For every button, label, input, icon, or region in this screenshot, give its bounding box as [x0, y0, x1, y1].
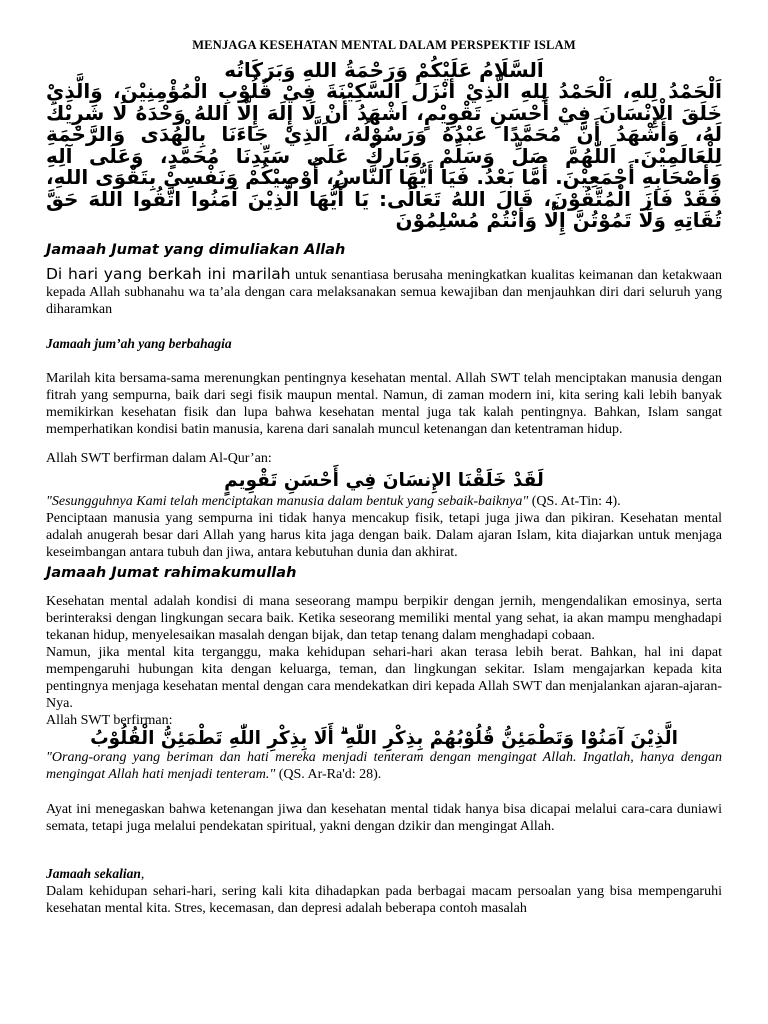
arabic-greeting: اَلسَّلَامُ عَلَيْكُمْ وَرَحْمَةُ اللهِ وَبَرَكَاتُه — [224, 58, 544, 82]
verse-intro: Allah SWT berfirman: — [46, 712, 173, 728]
verse-translation — [46, 493, 722, 510]
section-heading: Jamaah Jumat rahimakumullah — [46, 564, 297, 581]
section-heading: Jamaah sekalian — [46, 865, 141, 881]
section-heading: Jamaah Jumat yang dimuliakan Allah — [46, 241, 346, 258]
section-heading: Jamaah jum’ah yang berbahagia — [46, 335, 232, 351]
section-heading-line — [46, 865, 722, 883]
quran-verse-arabic: الَّذِيْنَ آمَنُوْا وَتَطْمَئِنُّ قُلُوْبُهُمْ بِذِكْرِ اللّٰهِ ۗ أَلَا بِذِكْرِ اللّٰهِ تَطْمَئِنُّ الْقُلُوْبُ — [90, 727, 678, 749]
verse-translation-text: "Orang-orang yang beriman dan hati mereka menjadi tenteram dengan mengingat Allah. Ingatlah, hanya dengan mengingat Allah hati menjadi tenteram." — [46, 749, 722, 782]
verse-intro: Allah SWT berfirman dalam Al-Qur’an: — [46, 450, 272, 466]
paragraph: Penciptaan manusia yang sempurna ini tidak hanya mencakup fisik, tetapi juga jiwa dan pikiran. Kesehatan mental adalah anugerah besar dari Allah yang harus kita jaga dengan baik. Dalam ajaran Islam, kita diajarkan untuk menjaga keseimbangan antara tubuh dan jiwa, antara kebutuhan dunia dan akhirat. — [46, 510, 722, 560]
paragraph-text: untuk senantiasa berusaha meningkatkan kualitas keimanan dan ketakwaan kepada Allah subhanahu wa ta’ala dengan cara melaksanakan semua kewajiban dan menjauhkan diri dari seluruh yang diharamkan — [46, 267, 722, 317]
quran-verse-arabic: لَقَدْ خَلَقْنَا الإِنسَانَ فِي أَحْسَنِ تَقْوِيمٍ — [224, 469, 544, 491]
document-title: MENJAGA KESEHATAN MENTAL DALAM PERSPEKTIF ISLAM — [192, 38, 576, 52]
paragraph: Namun, jika mental kita terganggu, maka kehidupan sehari-hari akan terasa lebih berat. Bahkan, hal ini dapat mempengaruhi hubungan kita dengan keluarga, teman, dan lingkungan sekitar. Islam mengajarkan kepada kita pentingnya menjaga kesehatan mental dengan cara mendekatkan diri kepada Allah SWT dan menjalankan ajaran-ajaran-Nya. — [46, 644, 722, 711]
paragraph: Kesehatan mental adalah kondisi di mana seseorang mampu berpikir dengan jernih, mengendalikan emosinya, serta berinteraksi dengan lingkungan secara baik. Ketika seseorang memiliki mental yang sehat, ia akan mampu menghadapi tekanan hidup, menyelesaikan masalah dengan bijak, dan tetap tenang dalam menghadapi cobaan. — [46, 593, 722, 643]
paragraph: Marilah kita bersama-sama merenungkan pentingnya kesehatan mental. Allah SWT telah menciptakan manusia dengan fitrah yang sempurna, baik dari segi fisik maupun mental. Namun, di zaman modern ini, kita sering kali lebih banyak memikirkan kesehatan fisik dan lupa bahwa kesehatan mental juga tak kalah pentingnya. Bahkan, Islam sangat memperhatikan kondisi batin manusia, karena dari sanalah muncul ketenangan dan ketentraman hidup. — [46, 370, 722, 437]
verse-reference: (QS. Ar-Ra'd: 28). — [275, 766, 382, 782]
paragraph — [46, 266, 722, 318]
paragraph-lead: Di hari yang berkah ini marilah — [46, 264, 291, 283]
arabic-opening-prayer: اَلْحَمْدُ لِلهِ، اَلْحَمْدُ لِلهِ الَّذِيْ أَنْزَلَ السَّكِيْنَةَ فِيْ قُلُوْبِ الْمُؤْمِنِيْنَ، وَالَّذِيْ خَلَقَ الْإِنْسَانَ فِيْ أَحْسَنِ تَقْوِيْمٍ، اَشْهَدُ أَنْ لَا إِلَهَ إِلَّا اللهُ وَحْدَهُ لَا شَرِيْكَ لَهُ، وَأَشْهَدُ أَنَّ مُحَمَّدًا عَبْدُهُ وَرَسُوْلُهُ، اَلَّذِيْ جَاءَنَا بِالْهُدَى وَالرَّحْمَةِ لِلْعَالَمِيْنَ. اَللّٰهُمَّ صَلِّ وَسَلِّمْ وَبَارِكْ عَلَى سَيِّدِنَا مُحَمَّدٍ، وَعَلَى آلِهِ وَأَصْحَابِهِ أَجْمَعِيْنَ. أَمَّا بَعْدُ. فَيَا أَيُّهَا النَّاسُ، أُوْصِيْكُمْ وَنَفْسِيْ بِتَقْوَى اللهِ، فَقَدْ فَازَ الْمُتَّقُوْنَ، قَالَ اللهُ تَعَالَى: يَا أَيُّهَا الَّذِيْنَ آمَنُوا اتَّقُوا اللهَ حَقَّ تُقَاتِهِ وَلَا تَمُوْتُنَّ إِلَّا وَأَنْتُمْ مُسْلِمُوْنَ — [46, 79, 722, 232]
heading-punctuation: , — [140, 866, 145, 882]
verse-reference: (QS. At-Tin: 4). — [528, 493, 621, 509]
verse-translation-text: "Sesungguhnya Kami telah menciptakan manusia dalam bentuk yang sebaik-baiknya" — [46, 493, 529, 509]
verse-translation — [46, 749, 722, 783]
paragraph: Ayat ini menegaskan bahwa ketenangan jiwa dan kesehatan mental tidak hanya bisa dicapai melalui cara-cara duniawi semata, tetapi juga melalui pendekatan spiritual, yakni dengan dzikir dan mengingat Allah. — [46, 801, 722, 834]
paragraph: Dalam kehidupan sehari-hari, sering kali kita dihadapkan pada berbagai macam persoalan yang bisa mempengaruhi kesehatan mental kita. Stres, kecemasan, dan depresi adalah beberapa contoh masalah — [46, 883, 722, 916]
